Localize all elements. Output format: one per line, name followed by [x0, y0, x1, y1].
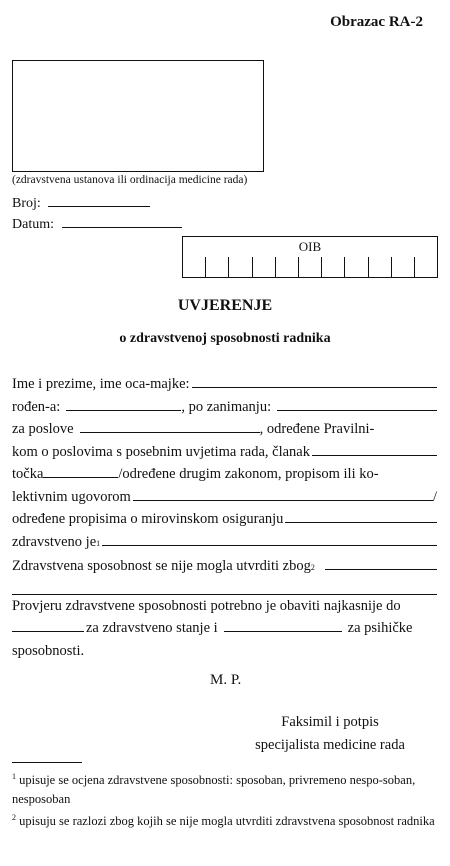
oib-cell[interactable] — [392, 257, 415, 277]
footnote-1-text: upisuje se ocjena zdravstvene sposobnosti: sposoban, privremeno nespo-soban, nesposoban — [12, 773, 416, 807]
pension-label: određene propisima o mirovinskom osiguranju — [12, 511, 284, 527]
review-line-3 — [12, 640, 437, 663]
review-label-2a: za zdravstveno stanje i — [86, 620, 218, 636]
tocka-line — [12, 463, 437, 486]
unable-label: Zdravstvena sposobnost se nije mogla utvrditi zbog — [12, 558, 311, 574]
oib-cells — [183, 257, 437, 277]
signature-line-2: specijalista medicine rada — [255, 737, 405, 753]
review-label-2b: za psihičke — [347, 620, 413, 636]
document-subtitle: o zdravstvenoj sposobnosti radnika — [119, 331, 331, 346]
footnote-1-number: 1 — [12, 772, 16, 781]
review-line-1 — [12, 595, 437, 618]
name-label: Ime i prezime, ime oca-majke: — [12, 376, 190, 392]
oib-cell[interactable] — [183, 257, 206, 277]
review-line-2 — [12, 617, 437, 640]
footnote-2-text: upisuju se razlozi zbog kojih se nije mogla utvrditi zdravstvena sposobnost radnika — [19, 814, 435, 829]
footnote-2-number: 2 — [12, 813, 16, 822]
pension-line — [12, 508, 437, 531]
unable-field-2[interactable] — [12, 580, 437, 595]
contract-label: lektivnim ugovorom — [12, 488, 131, 505]
health-field[interactable] — [102, 531, 437, 546]
clanak-field[interactable] — [312, 441, 437, 456]
unable-continuation — [12, 580, 437, 595]
oib-box[interactable] — [182, 236, 438, 278]
broj-field[interactable] — [48, 193, 150, 207]
broj-label: Broj: — [12, 196, 41, 211]
rules-line — [12, 441, 437, 464]
name-field[interactable] — [192, 373, 437, 388]
form-body — [12, 373, 437, 662]
institution-caption: (zdravstvena ustanova ili ordinacija medicine rada) — [12, 174, 248, 186]
jobs-label: za poslove — [12, 421, 74, 437]
review-date-field[interactable] — [12, 617, 84, 632]
footnote-ref-1: 1 — [96, 538, 101, 548]
contract-end: / — [432, 488, 437, 505]
unable-line — [12, 555, 437, 580]
form-code: Obrazac RA-2 — [330, 14, 423, 30]
contract-line — [12, 486, 437, 509]
document-title: UVJERENJE — [177, 297, 273, 314]
oib-cell[interactable] — [369, 257, 392, 277]
datum-field[interactable] — [62, 214, 182, 228]
psych-date-field[interactable] — [224, 617, 342, 632]
oib-cell[interactable] — [206, 257, 229, 277]
jobs-suffix: , određene Pravilni- — [259, 421, 375, 437]
datum-label: Datum: — [12, 217, 54, 232]
oib-cell[interactable] — [253, 257, 276, 277]
health-label: zdravstveno je — [12, 533, 97, 550]
jobs-line — [12, 418, 437, 441]
oib-cell[interactable] — [415, 257, 437, 277]
occupation-field[interactable] — [277, 396, 437, 411]
footnote-1 — [12, 767, 437, 809]
stamp-placeholder: M. P. — [210, 672, 242, 688]
institution-stamp-box — [12, 60, 264, 172]
jobs-field[interactable] — [80, 418, 260, 433]
oib-cell[interactable] — [299, 257, 322, 277]
oib-cell[interactable] — [345, 257, 368, 277]
pension-field[interactable] — [285, 508, 437, 523]
oib-cell[interactable] — [229, 257, 252, 277]
oib-cell[interactable] — [276, 257, 299, 277]
broj-row — [12, 193, 150, 212]
born-field[interactable] — [66, 396, 181, 411]
health-line — [12, 531, 437, 556]
tocka-label: točka — [12, 466, 44, 482]
tocka-field[interactable] — [43, 463, 118, 478]
footnote-divider — [12, 762, 82, 763]
signature-line-1: Faksimil i potpis — [281, 714, 379, 730]
oib-label: OIB — [298, 239, 322, 254]
oib-cell[interactable] — [322, 257, 345, 277]
review-label-1: Provjeru zdravstvene sposobnosti potrebno je obaviti najkasnije do — [12, 597, 401, 614]
unable-field[interactable] — [325, 555, 437, 570]
born-label: rođen-a: — [12, 398, 61, 415]
footnote-ref-2: 2 — [310, 563, 315, 572]
other-law-label: /određene drugim zakonom, propisom ili ko- — [118, 466, 379, 482]
contract-field[interactable] — [133, 486, 433, 501]
occupation-label: , po zanimanju: — [181, 398, 272, 415]
rules-label: kom o poslovima s posebnim uvjetima rada, članak — [12, 443, 310, 460]
datum-row — [12, 214, 182, 233]
footnote-2 — [12, 808, 437, 831]
name-line — [12, 373, 437, 396]
review-label-3: sposobnosti. — [12, 642, 85, 659]
born-line — [12, 396, 437, 419]
